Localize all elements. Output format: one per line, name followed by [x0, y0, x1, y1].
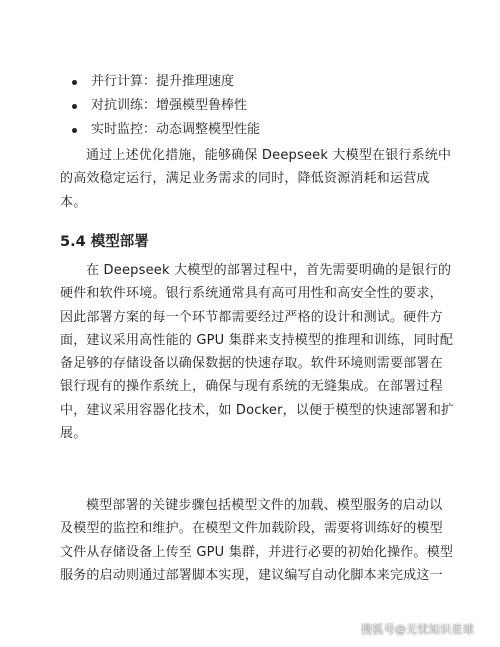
bullet-text: 对抗训练：增强模型鲁棒性: [91, 98, 248, 113]
text-line: 银行现有的操作系统上，确保与现有系统的无缝集成。在部署过程: [60, 379, 443, 395]
bullet-item: [72, 70, 452, 94]
section-number: 5.4: [60, 234, 86, 250]
text-line: 备足够的存储设备以确保数据的快速存取。软件环境则需要部署在: [60, 356, 443, 372]
text-line: 及模型的监控和维护。在模型文件加载阶段，需要将训练好的模型: [60, 521, 443, 537]
text-line: 的高效稳定运行，满足业务需求的同时，降低资源消耗和运营成: [60, 171, 430, 187]
bullet-text: 实时监控：动态调整模型性能: [91, 122, 261, 137]
text-line: 服务的启动则通过部署脚本实现，建议编写自动化脚本来完成这一: [60, 567, 443, 583]
text-line: 模型部署的关键步骤包括模型文件的加载、模型服务的启动以: [86, 498, 443, 513]
text-line: 通过上述优化措施，能够确保 Deepseek 大模型在银行系统中: [86, 148, 452, 163]
paragraph-deployment-steps: [60, 494, 454, 587]
section-heading: [60, 230, 149, 254]
section-title: 模型部署: [90, 234, 149, 250]
text-line: 展。: [60, 426, 87, 442]
text-line: 面，建议采用高性能的 GPU 集群来支持模型的推理和训练，同时配: [60, 332, 454, 348]
text-line: 在 Deepseek 大模型的部署过程中，首先需要明确的是银行的: [86, 263, 452, 278]
text-line: 本。: [60, 194, 87, 210]
paragraph-deployment-env: [60, 259, 455, 445]
bullet-list: [72, 70, 452, 142]
bullet-text: 并行计算：提升推理速度: [91, 74, 235, 89]
bullet-item: [72, 118, 452, 142]
bullet-dot-icon: [72, 104, 77, 109]
watermark: 搜狐号@无忧知识星球: [361, 623, 474, 636]
text-line: 文件从存储设备上传至 GPU 集群，并进行必要的初始化操作。模型: [60, 544, 454, 560]
bullet-dot-icon: [72, 80, 77, 85]
text-line: 硬件和软件环境。银行系统通常具有高可用性和高安全性的要求，: [60, 286, 443, 302]
text-line: 中，建议采用容器化技术，如 Docker，以便于模型的快速部署和扩: [60, 402, 455, 418]
bullet-item: [72, 94, 452, 118]
paragraph-summary: [60, 144, 452, 214]
text-line: 因此部署方案的每一个环节都需要经过严格的设计和测试。硬件方: [60, 309, 443, 325]
bullet-dot-icon: [72, 128, 77, 133]
